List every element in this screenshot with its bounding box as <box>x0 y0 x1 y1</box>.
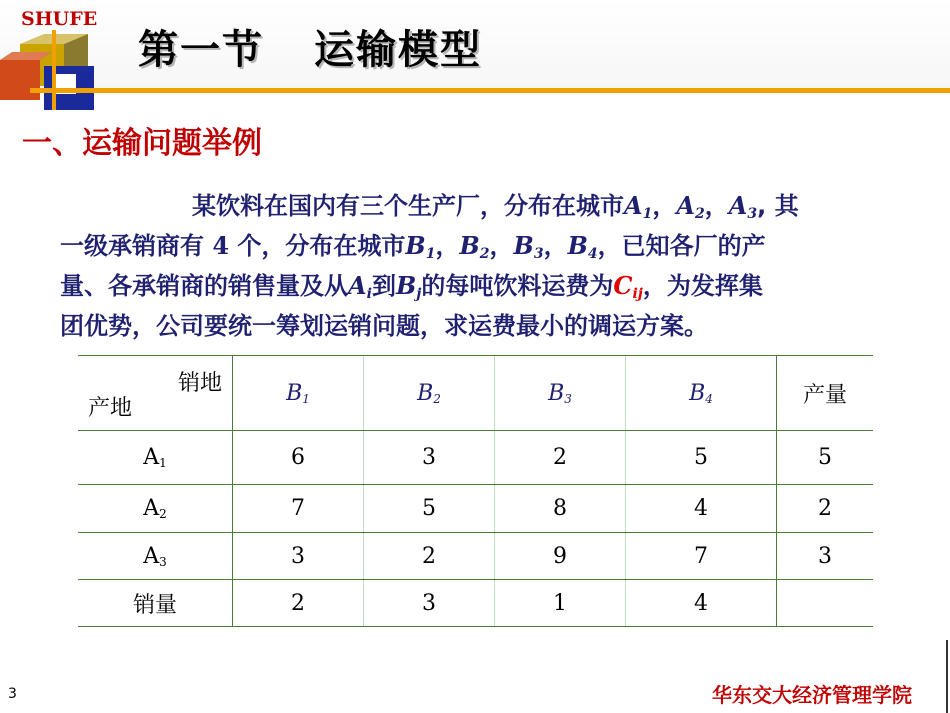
symbol-cij: $C_{ij}$ <box>613 271 643 302</box>
page-number: 3 <box>8 686 17 702</box>
table-header-row <box>78 356 873 431</box>
output-cell: 3 <box>777 533 874 580</box>
corner-sales-label: 销地 <box>177 371 222 396</box>
symbol-ai: $A_i$ <box>348 271 372 302</box>
column-header-b4: $B_4$ <box>626 356 777 431</box>
table-row <box>78 533 873 580</box>
slide-edge-divider <box>946 640 948 713</box>
table-row <box>78 431 873 485</box>
city-b2: $B_2$ <box>459 231 490 262</box>
table-cell: 8 <box>495 485 626 533</box>
table-row <box>78 485 873 533</box>
table-cell: 9 <box>495 533 626 580</box>
table-cell: 7 <box>626 533 777 580</box>
title-section-number: 第一节 <box>138 27 264 73</box>
city-b4: $B_4$ <box>567 231 598 262</box>
symbol-bj: $B_j$ <box>395 271 422 302</box>
table-row-sales <box>78 580 873 627</box>
page-title <box>138 18 482 75</box>
table-cell: 5 <box>364 485 495 533</box>
column-header-b2: $B_2$ <box>364 356 495 431</box>
row-label-sales: 销量 <box>78 580 233 627</box>
title-topic: 运输模型 <box>314 27 482 73</box>
logo-cube-icon <box>0 30 110 110</box>
slide-header <box>0 0 950 92</box>
table-cell: 7 <box>233 485 364 533</box>
city-b3: $B_3$ <box>513 231 544 262</box>
row-label-a2: $A_2$ <box>78 485 233 533</box>
row-label-a3: $A_3$ <box>78 533 233 580</box>
city-b1: $B_1$ <box>405 231 436 262</box>
table-cell: 5 <box>626 431 777 485</box>
corner-origin-label: 产地 <box>88 396 133 421</box>
section-heading: 一、运输问题举例 <box>22 126 262 161</box>
city-a2: $A_2$ <box>676 191 705 222</box>
table-cell: 2 <box>364 533 495 580</box>
output-cell: 5 <box>777 431 874 485</box>
city-a3: $A_3$ <box>728 191 758 222</box>
table-cell: 3 <box>233 533 364 580</box>
column-header-b1: $B_1$ <box>233 356 364 431</box>
problem-paragraph: 某饮料在国内有三个生产厂，分布在城市$A_1$，$A_2$，$A_3$, 其 一级承销商有 4 个，分布在城市$B_1$，$B_2$，$B_3$，$B_4$，已知各厂的产 量、各承销商的销售量及从$A_i$到$B_j$的每吨饮料运费为$C_{ij}$，为发挥集 团优势，公司要统一筹划运销问题，求运费最小的调运方案。 <box>60 191 799 340</box>
table-cell: 2 <box>495 431 626 485</box>
para-text: 某饮料在国内有三个生产厂，分布在城市 <box>192 192 624 220</box>
sales-cell: 4 <box>626 580 777 627</box>
logo-text: SHUFE <box>21 8 98 30</box>
column-header-output: 产量 <box>777 356 874 431</box>
table-corner <box>78 356 233 431</box>
table-cell: 3 <box>364 431 495 485</box>
table-cell: 4 <box>626 485 777 533</box>
empty-cell <box>777 580 874 627</box>
output-cell: 2 <box>777 485 874 533</box>
column-header-b3: $B_3$ <box>495 356 626 431</box>
footer-institution: 华东交大经济管理学院 <box>712 683 912 707</box>
table-cell: 6 <box>233 431 364 485</box>
transport-table <box>78 355 873 627</box>
city-a1: $A_1$ <box>624 191 653 222</box>
row-label-a1: $A_1$ <box>78 431 233 485</box>
sales-cell: 2 <box>233 580 364 627</box>
sales-cell: 3 <box>364 580 495 627</box>
header-rule <box>58 88 950 93</box>
sales-cell: 1 <box>495 580 626 627</box>
